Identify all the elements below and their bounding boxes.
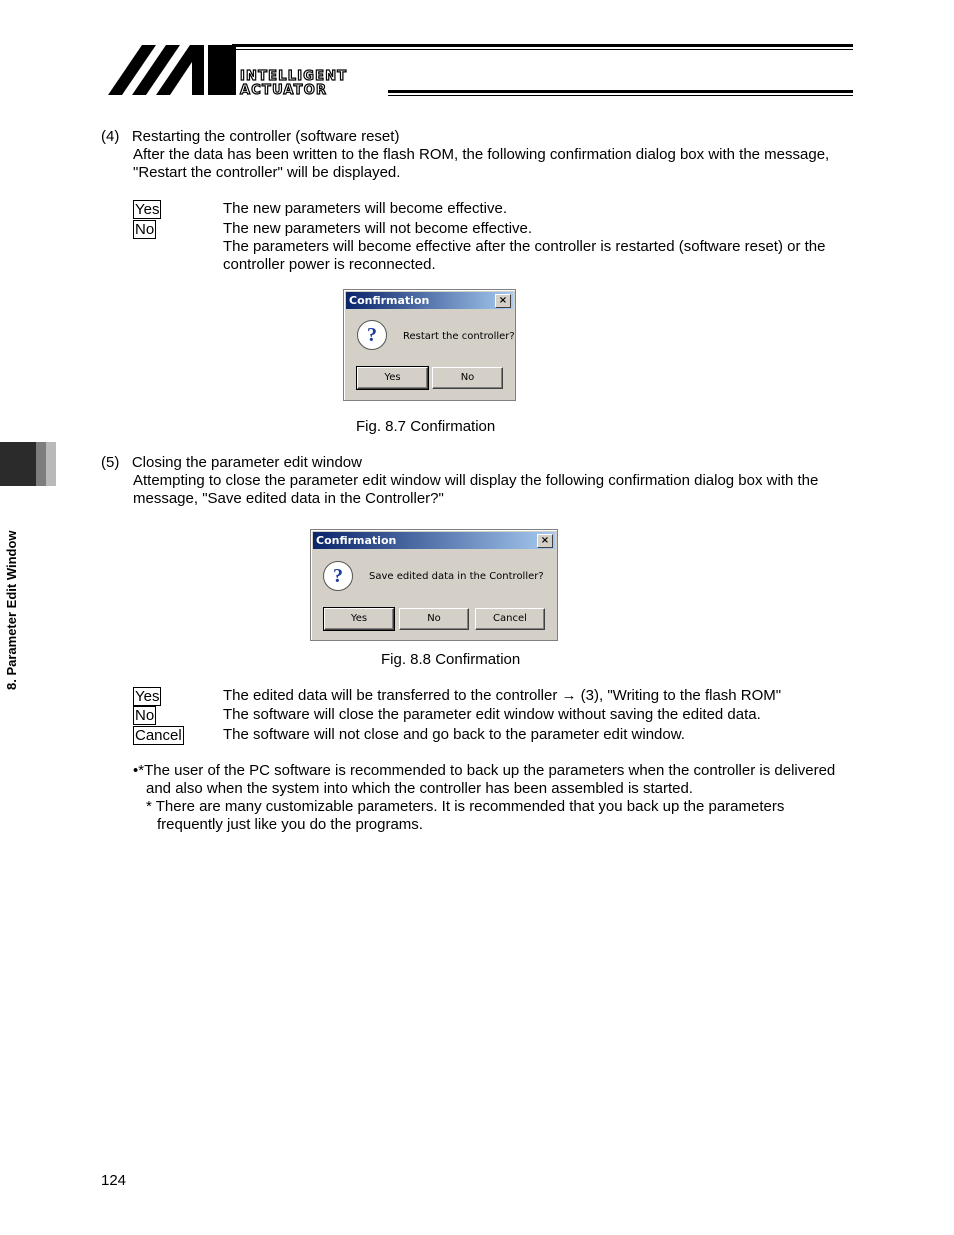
def2-cancel-term-box: Cancel — [135, 727, 182, 744]
yes-button[interactable]: Yes — [357, 367, 428, 389]
cancel-button[interactable]: Cancel — [475, 608, 545, 630]
dialog-title: Confirmation — [313, 532, 555, 549]
def2-yes-desc: The edited data will be transferred to the controller → (3), "Writing to the flash ROM" — [223, 687, 782, 704]
confirmation-dialog-save — [310, 529, 558, 641]
side-tab-label: 8. Parameter Edit Window — [4, 530, 19, 690]
section5-paragraph-line2: message, "Save edited data in the Controller?" — [133, 490, 444, 507]
section4-heading: (4) Restarting the controller (software reset) — [101, 128, 400, 145]
question-icon: ? — [323, 561, 353, 591]
no-button[interactable]: No — [432, 367, 503, 389]
def-no-desc: The new parameters will not become effective. — [223, 220, 533, 237]
page-number: 124 — [101, 1172, 127, 1189]
header-rule-bottom-thin — [388, 95, 853, 96]
close-icon[interactable]: × — [495, 294, 511, 308]
figure-caption-8-8: Fig. 8.8 Confirmation — [381, 651, 521, 668]
close-icon[interactable]: × — [537, 534, 553, 548]
no-button[interactable]: No — [399, 608, 469, 630]
side-tab-block — [0, 442, 36, 486]
header-rule-top-thin — [232, 49, 853, 50]
def2-cancel-term — [133, 726, 184, 745]
confirmation-dialog-restart — [343, 289, 516, 401]
def2-no-term-box: No — [135, 707, 155, 724]
def2-yes-term — [133, 687, 161, 706]
question-icon: ? — [357, 320, 387, 350]
def-no-extra-line1: The parameters will become effective after the controller is restarted (software reset) or the — [223, 238, 826, 255]
header-rule-top — [232, 44, 853, 47]
logo-text-intelligent: INTELLIGENT — [240, 69, 348, 84]
def2-no-desc: The software will close the parameter edit window without saving the edited data. — [223, 706, 761, 723]
note-line3: * There are many customizable parameters. It is recommended that you back up the parameters — [146, 798, 785, 815]
def-yes-term — [133, 200, 161, 219]
figure-caption-8-7: Fig. 8.7 Confirmation — [356, 418, 496, 435]
ia-logo-icon — [108, 44, 236, 96]
note-line1: •*The user of the PC software is recommended to back up the parameters when the controller is delivered — [133, 762, 836, 779]
section5-heading: (5) Closing the parameter edit window — [101, 454, 362, 471]
def2-yes-term-box: Yes — [135, 688, 160, 705]
def-no-term-box: No — [135, 221, 155, 238]
side-tab-block-lighter — [46, 442, 56, 486]
dialog-message: Restart the controller? — [403, 331, 515, 342]
def-yes-desc: The new parameters will become effective. — [223, 200, 508, 217]
section4-paragraph-line1: After the data has been written to the flash ROM, the following confirmation dialog box with the message, — [133, 146, 830, 163]
def-no-term — [133, 220, 156, 239]
dialog-title: Confirmation — [346, 292, 513, 309]
note-line4: frequently just like you do the programs. — [157, 816, 423, 833]
def-yes-term-box: Yes — [135, 201, 160, 218]
def2-no-term — [133, 706, 156, 725]
yes-button[interactable]: Yes — [324, 608, 394, 630]
def-no-extra-line2: controller power is reconnected. — [223, 256, 436, 273]
note-line2: and also when the system into which the controller has been assembled is started. — [146, 780, 693, 797]
logo-text-actuator: ACTUATOR — [240, 83, 328, 98]
header-rule-bottom — [388, 90, 853, 93]
header — [0, 0, 954, 110]
section4-paragraph-line2: "Restart the controller" will be displayed. — [133, 164, 401, 181]
dialog-message: Save edited data in the Controller? — [369, 571, 544, 582]
def2-cancel-desc: The software will not close and go back to the parameter edit window. — [223, 726, 685, 743]
section5-paragraph-line1: Attempting to close the parameter edit window will display the following confirmation dialog box with the — [133, 472, 819, 489]
side-tab-block-light — [36, 442, 46, 486]
